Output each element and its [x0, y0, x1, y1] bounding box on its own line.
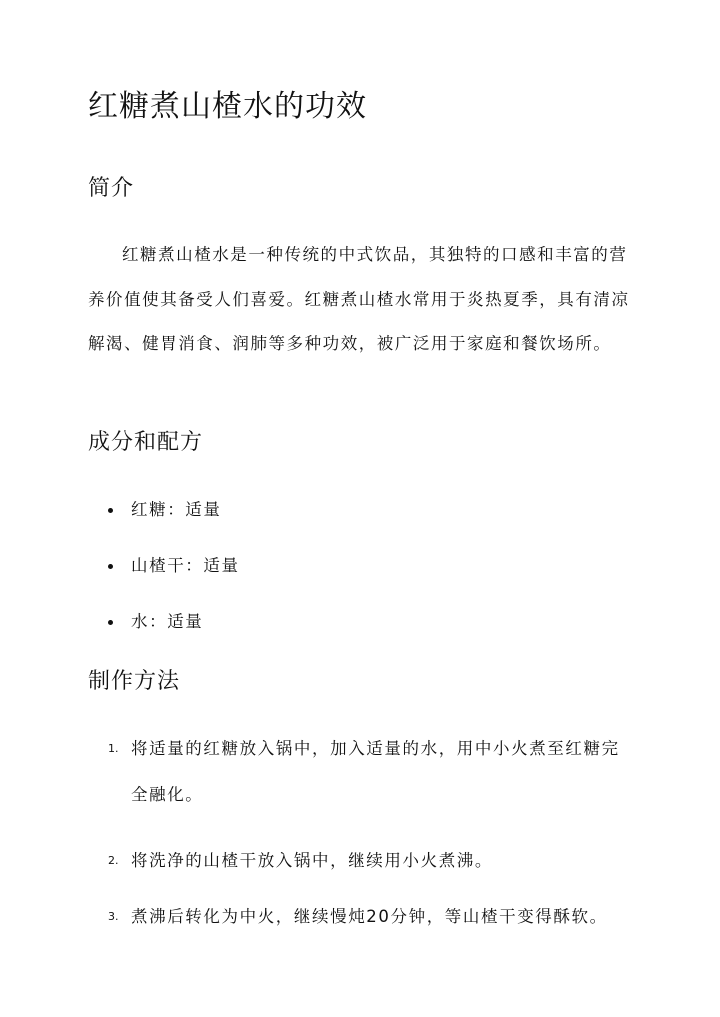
step-text: 将适量的红糖放入锅中，加入适量的水，用中小火煮至红糖完全融化。: [131, 739, 620, 804]
step-number: 1.: [108, 742, 119, 755]
section-heading-ingredients: 成分和配方: [88, 430, 204, 455]
step-number: 2.: [108, 854, 119, 867]
intro-paragraph: 红糖煮山楂水是一种传统的中式饮品，其独特的口感和丰富的营养价值使其备受人们喜爱。红糖煮山楂水常用于炎热夏季，具有清凉解渴、健胃消食、润肺等多种功效，被广泛用于家庭和餐饮场所。: [88, 245, 630, 353]
ingredient-text: 水：适量: [131, 612, 204, 631]
section-heading-method: 制作方法: [88, 669, 181, 694]
page-title: 红糖煮山楂水的功效: [88, 89, 367, 124]
ingredient-text: 山楂干：适量: [131, 556, 240, 575]
bullet-icon: [108, 620, 113, 625]
ingredient-text: 红糖：适量: [131, 500, 222, 519]
bullet-icon: [108, 564, 113, 569]
step-number: 3.: [108, 910, 119, 923]
step-text: 煮沸后转化为中火，继续慢炖20分钟，等山楂干变得酥软。: [131, 907, 608, 926]
bullet-icon: [108, 508, 113, 513]
section-heading-intro: 简介: [88, 176, 135, 201]
step-text: 将洗净的山楂干放入锅中，继续用小火煮沸。: [131, 851, 493, 870]
